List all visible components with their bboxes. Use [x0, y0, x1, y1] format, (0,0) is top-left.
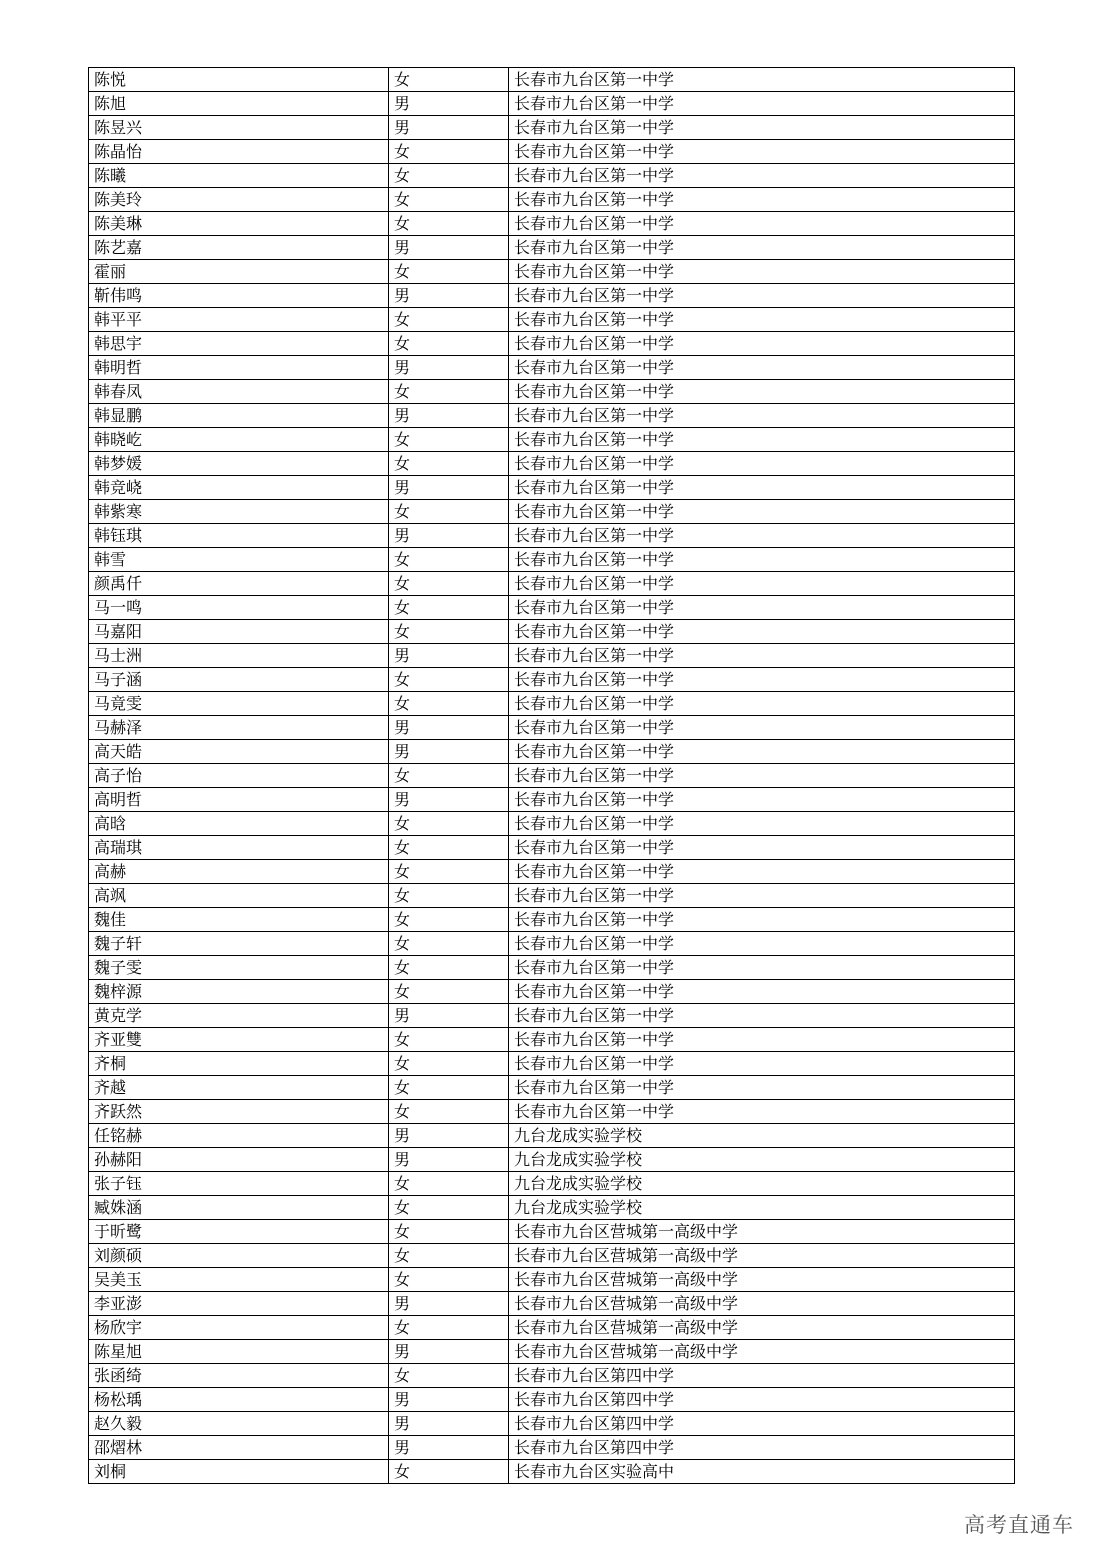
- school-cell: 长春市九台区第一中学: [509, 932, 1015, 956]
- school-cell: 长春市九台区第四中学: [509, 1436, 1015, 1460]
- school-cell: 长春市九台区第一中学: [509, 308, 1015, 332]
- school-cell: 长春市九台区第一中学: [509, 740, 1015, 764]
- school-cell: 长春市九台区第一中学: [509, 500, 1015, 524]
- name-cell: 陈悦: [89, 68, 389, 92]
- gender-cell: 女: [389, 1364, 509, 1388]
- gender-cell: 女: [389, 452, 509, 476]
- table-row: [89, 548, 1015, 572]
- name-cell: 陈昱兴: [89, 116, 389, 140]
- name-cell: 张子钰: [89, 1172, 389, 1196]
- school-cell: 长春市九台区第一中学: [509, 188, 1015, 212]
- table-row: [89, 908, 1015, 932]
- table-row: [89, 644, 1015, 668]
- name-cell: 马赫泽: [89, 716, 389, 740]
- table-row: [89, 1076, 1015, 1100]
- table-row: [89, 1340, 1015, 1364]
- gender-cell: 女: [389, 1172, 509, 1196]
- school-cell: 长春市九台区第一中学: [509, 812, 1015, 836]
- gender-cell: 女: [389, 812, 509, 836]
- gender-cell: 女: [389, 1196, 509, 1220]
- name-cell: 马士洲: [89, 644, 389, 668]
- gender-cell: 女: [389, 980, 509, 1004]
- school-cell: 长春市九台区第一中学: [509, 92, 1015, 116]
- school-cell: 长春市九台区第一中学: [509, 236, 1015, 260]
- name-cell: 陈曦: [89, 164, 389, 188]
- name-cell: 陈美玲: [89, 188, 389, 212]
- table-row: [89, 884, 1015, 908]
- gender-cell: 女: [389, 140, 509, 164]
- gender-cell: 女: [389, 668, 509, 692]
- table-row: [89, 620, 1015, 644]
- school-cell: 长春市九台区第四中学: [509, 1412, 1015, 1436]
- table-row: [89, 476, 1015, 500]
- school-cell: 长春市九台区实验高中: [509, 1460, 1015, 1484]
- name-cell: 高明哲: [89, 788, 389, 812]
- name-cell: 韩梦媛: [89, 452, 389, 476]
- table-row: [89, 1172, 1015, 1196]
- gender-cell: 男: [389, 284, 509, 308]
- gender-cell: 女: [389, 956, 509, 980]
- gender-cell: 女: [389, 1460, 509, 1484]
- gender-cell: 女: [389, 884, 509, 908]
- table-row: [89, 1004, 1015, 1028]
- name-cell: 陈晶怡: [89, 140, 389, 164]
- table-row: [89, 1148, 1015, 1172]
- gender-cell: 女: [389, 1268, 509, 1292]
- watermark-text: 高考直通车: [964, 1513, 1074, 1537]
- gender-cell: 女: [389, 548, 509, 572]
- gender-cell: 女: [389, 308, 509, 332]
- table-row: [89, 260, 1015, 284]
- table-row: [89, 980, 1015, 1004]
- gender-cell: 男: [389, 1124, 509, 1148]
- name-cell: 魏子雯: [89, 956, 389, 980]
- school-cell: 长春市九台区第一中学: [509, 332, 1015, 356]
- table-row: [89, 716, 1015, 740]
- school-cell: 长春市九台区第四中学: [509, 1364, 1015, 1388]
- name-cell: 靳伟鸣: [89, 284, 389, 308]
- school-cell: 长春市九台区第一中学: [509, 380, 1015, 404]
- table-row: [89, 1388, 1015, 1412]
- school-cell: 长春市九台区营城第一高级中学: [509, 1292, 1015, 1316]
- name-cell: 刘颜硕: [89, 1244, 389, 1268]
- table-row: [89, 308, 1015, 332]
- gender-cell: 女: [389, 620, 509, 644]
- name-cell: 孙赫阳: [89, 1148, 389, 1172]
- gender-cell: 男: [389, 740, 509, 764]
- school-cell: 长春市九台区第一中学: [509, 836, 1015, 860]
- school-cell: 九台龙成实验学校: [509, 1148, 1015, 1172]
- gender-cell: 女: [389, 68, 509, 92]
- gender-cell: 女: [389, 1052, 509, 1076]
- table-row: [89, 788, 1015, 812]
- gender-cell: 男: [389, 1148, 509, 1172]
- table-row: [89, 356, 1015, 380]
- name-cell: 齐越: [89, 1076, 389, 1100]
- school-cell: 长春市九台区第一中学: [509, 788, 1015, 812]
- school-cell: 长春市九台区第一中学: [509, 476, 1015, 500]
- name-cell: 黄克学: [89, 1004, 389, 1028]
- gender-cell: 男: [389, 788, 509, 812]
- school-cell: 长春市九台区营城第一高级中学: [509, 1220, 1015, 1244]
- name-cell: 高飒: [89, 884, 389, 908]
- school-cell: 九台龙成实验学校: [509, 1124, 1015, 1148]
- school-cell: 长春市九台区第一中学: [509, 860, 1015, 884]
- gender-cell: 女: [389, 1244, 509, 1268]
- name-cell: 魏佳: [89, 908, 389, 932]
- table-row: [89, 740, 1015, 764]
- table-row: [89, 428, 1015, 452]
- gender-cell: 男: [389, 644, 509, 668]
- school-cell: 九台龙成实验学校: [509, 1172, 1015, 1196]
- school-cell: 长春市九台区第一中学: [509, 212, 1015, 236]
- table-row: [89, 1460, 1015, 1484]
- school-cell: 长春市九台区第一中学: [509, 980, 1015, 1004]
- name-cell: 陈旭: [89, 92, 389, 116]
- table-row: [89, 404, 1015, 428]
- gender-cell: 男: [389, 1340, 509, 1364]
- school-cell: 长春市九台区营城第一高级中学: [509, 1244, 1015, 1268]
- school-cell: 长春市九台区第一中学: [509, 428, 1015, 452]
- name-cell: 魏梓源: [89, 980, 389, 1004]
- gender-cell: 女: [389, 260, 509, 284]
- name-cell: 张函绮: [89, 1364, 389, 1388]
- gender-cell: 女: [389, 332, 509, 356]
- name-cell: 高瑞琪: [89, 836, 389, 860]
- name-cell: 韩春凤: [89, 380, 389, 404]
- name-cell: 吴美玉: [89, 1268, 389, 1292]
- gender-cell: 男: [389, 404, 509, 428]
- table-row: [89, 140, 1015, 164]
- school-cell: 长春市九台区第一中学: [509, 260, 1015, 284]
- name-cell: 韩竞峣: [89, 476, 389, 500]
- gender-cell: 男: [389, 1412, 509, 1436]
- name-cell: 霍丽: [89, 260, 389, 284]
- table-row: [89, 68, 1015, 92]
- gender-cell: 女: [389, 836, 509, 860]
- table-row: [89, 1268, 1015, 1292]
- school-cell: 长春市九台区第一中学: [509, 764, 1015, 788]
- gender-cell: 女: [389, 1100, 509, 1124]
- gender-cell: 女: [389, 1028, 509, 1052]
- name-cell: 魏子轩: [89, 932, 389, 956]
- name-cell: 韩明哲: [89, 356, 389, 380]
- gender-cell: 女: [389, 692, 509, 716]
- school-cell: 长春市九台区第四中学: [509, 1388, 1015, 1412]
- name-cell: 高天皓: [89, 740, 389, 764]
- school-cell: 长春市九台区第一中学: [509, 596, 1015, 620]
- name-cell: 杨欣宇: [89, 1316, 389, 1340]
- school-cell: 长春市九台区第一中学: [509, 716, 1015, 740]
- table-row: [89, 1412, 1015, 1436]
- table-row: [89, 1244, 1015, 1268]
- gender-cell: 男: [389, 92, 509, 116]
- gender-cell: 女: [389, 932, 509, 956]
- gender-cell: 女: [389, 1076, 509, 1100]
- student-list-table: [88, 67, 1015, 1484]
- gender-cell: 男: [389, 1292, 509, 1316]
- name-cell: 韩钰琪: [89, 524, 389, 548]
- table-row: [89, 164, 1015, 188]
- school-cell: 长春市九台区第一中学: [509, 692, 1015, 716]
- name-cell: 刘桐: [89, 1460, 389, 1484]
- name-cell: 韩晓屹: [89, 428, 389, 452]
- name-cell: 齐桐: [89, 1052, 389, 1076]
- school-cell: 长春市九台区第一中学: [509, 524, 1015, 548]
- table-row: [89, 332, 1015, 356]
- gender-cell: 女: [389, 764, 509, 788]
- gender-cell: 女: [389, 908, 509, 932]
- gender-cell: 男: [389, 356, 509, 380]
- table-row: [89, 764, 1015, 788]
- table-row: [89, 692, 1015, 716]
- name-cell: 杨松瑀: [89, 1388, 389, 1412]
- school-cell: 长春市九台区第一中学: [509, 956, 1015, 980]
- table-row: [89, 1028, 1015, 1052]
- gender-cell: 女: [389, 380, 509, 404]
- table-row: [89, 212, 1015, 236]
- table-row: [89, 92, 1015, 116]
- gender-cell: 男: [389, 524, 509, 548]
- school-cell: 长春市九台区第一中学: [509, 140, 1015, 164]
- table-row: [89, 452, 1015, 476]
- table-row: [89, 188, 1015, 212]
- table-row: [89, 1364, 1015, 1388]
- gender-cell: 女: [389, 428, 509, 452]
- school-cell: 九台龙成实验学校: [509, 1196, 1015, 1220]
- name-cell: 任铭赫: [89, 1124, 389, 1148]
- gender-cell: 男: [389, 1436, 509, 1460]
- name-cell: 韩显鹏: [89, 404, 389, 428]
- name-cell: 马子涵: [89, 668, 389, 692]
- name-cell: 李亚澎: [89, 1292, 389, 1316]
- school-cell: 长春市九台区第一中学: [509, 68, 1015, 92]
- table-row: [89, 932, 1015, 956]
- table-row: [89, 572, 1015, 596]
- gender-cell: 女: [389, 164, 509, 188]
- school-cell: 长春市九台区第一中学: [509, 1052, 1015, 1076]
- name-cell: 赵久毅: [89, 1412, 389, 1436]
- gender-cell: 女: [389, 572, 509, 596]
- name-cell: 马嘉阳: [89, 620, 389, 644]
- school-cell: 长春市九台区第一中学: [509, 356, 1015, 380]
- table-row: [89, 1196, 1015, 1220]
- name-cell: 颜禹仟: [89, 572, 389, 596]
- school-cell: 长春市九台区第一中学: [509, 1076, 1015, 1100]
- school-cell: 长春市九台区第一中学: [509, 908, 1015, 932]
- table-row: [89, 668, 1015, 692]
- table-row: [89, 836, 1015, 860]
- school-cell: 长春市九台区第一中学: [509, 1004, 1015, 1028]
- student-list-body: [89, 68, 1015, 1484]
- name-cell: 臧姝涵: [89, 1196, 389, 1220]
- name-cell: 高赫: [89, 860, 389, 884]
- school-cell: 长春市九台区第一中学: [509, 116, 1015, 140]
- gender-cell: 男: [389, 236, 509, 260]
- name-cell: 韩思宇: [89, 332, 389, 356]
- school-cell: 长春市九台区第一中学: [509, 1028, 1015, 1052]
- gender-cell: 女: [389, 1220, 509, 1244]
- gender-cell: 女: [389, 500, 509, 524]
- gender-cell: 男: [389, 116, 509, 140]
- table-row: [89, 1316, 1015, 1340]
- gender-cell: 男: [389, 1388, 509, 1412]
- school-cell: 长春市九台区营城第一高级中学: [509, 1340, 1015, 1364]
- gender-cell: 女: [389, 1316, 509, 1340]
- school-cell: 长春市九台区第一中学: [509, 1100, 1015, 1124]
- name-cell: 陈星旭: [89, 1340, 389, 1364]
- name-cell: 于昕鹭: [89, 1220, 389, 1244]
- gender-cell: 男: [389, 476, 509, 500]
- gender-cell: 男: [389, 1004, 509, 1028]
- school-cell: 长春市九台区第一中学: [509, 620, 1015, 644]
- table-row: [89, 596, 1015, 620]
- gender-cell: 女: [389, 212, 509, 236]
- table-row: [89, 812, 1015, 836]
- school-cell: 长春市九台区第一中学: [509, 548, 1015, 572]
- table-row: [89, 1436, 1015, 1460]
- gender-cell: 男: [389, 716, 509, 740]
- school-cell: 长春市九台区营城第一高级中学: [509, 1316, 1015, 1340]
- table-row: [89, 1292, 1015, 1316]
- school-cell: 长春市九台区第一中学: [509, 164, 1015, 188]
- name-cell: 高子怡: [89, 764, 389, 788]
- name-cell: 韩平平: [89, 308, 389, 332]
- name-cell: 邵熠林: [89, 1436, 389, 1460]
- school-cell: 长春市九台区第一中学: [509, 284, 1015, 308]
- table-row: [89, 1052, 1015, 1076]
- table-row: [89, 284, 1015, 308]
- school-cell: 长春市九台区第一中学: [509, 668, 1015, 692]
- table-row: [89, 116, 1015, 140]
- school-cell: 长春市九台区第一中学: [509, 452, 1015, 476]
- table-row: [89, 1100, 1015, 1124]
- table-row: [89, 956, 1015, 980]
- table-row: [89, 236, 1015, 260]
- school-cell: 长春市九台区第一中学: [509, 572, 1015, 596]
- name-cell: 陈艺嘉: [89, 236, 389, 260]
- name-cell: 马一鸣: [89, 596, 389, 620]
- gender-cell: 女: [389, 188, 509, 212]
- school-cell: 长春市九台区第一中学: [509, 404, 1015, 428]
- gender-cell: 女: [389, 596, 509, 620]
- name-cell: 韩雪: [89, 548, 389, 572]
- school-cell: 长春市九台区营城第一高级中学: [509, 1268, 1015, 1292]
- name-cell: 陈美琳: [89, 212, 389, 236]
- name-cell: 高晗: [89, 812, 389, 836]
- table-row: [89, 1124, 1015, 1148]
- table-row: [89, 380, 1015, 404]
- name-cell: 韩紫寒: [89, 500, 389, 524]
- name-cell: 齐跃然: [89, 1100, 389, 1124]
- table-row: [89, 500, 1015, 524]
- school-cell: 长春市九台区第一中学: [509, 884, 1015, 908]
- gender-cell: 女: [389, 860, 509, 884]
- table-row: [89, 1220, 1015, 1244]
- name-cell: 齐亚雙: [89, 1028, 389, 1052]
- table-row: [89, 524, 1015, 548]
- school-cell: 长春市九台区第一中学: [509, 644, 1015, 668]
- name-cell: 马竟雯: [89, 692, 389, 716]
- table-row: [89, 860, 1015, 884]
